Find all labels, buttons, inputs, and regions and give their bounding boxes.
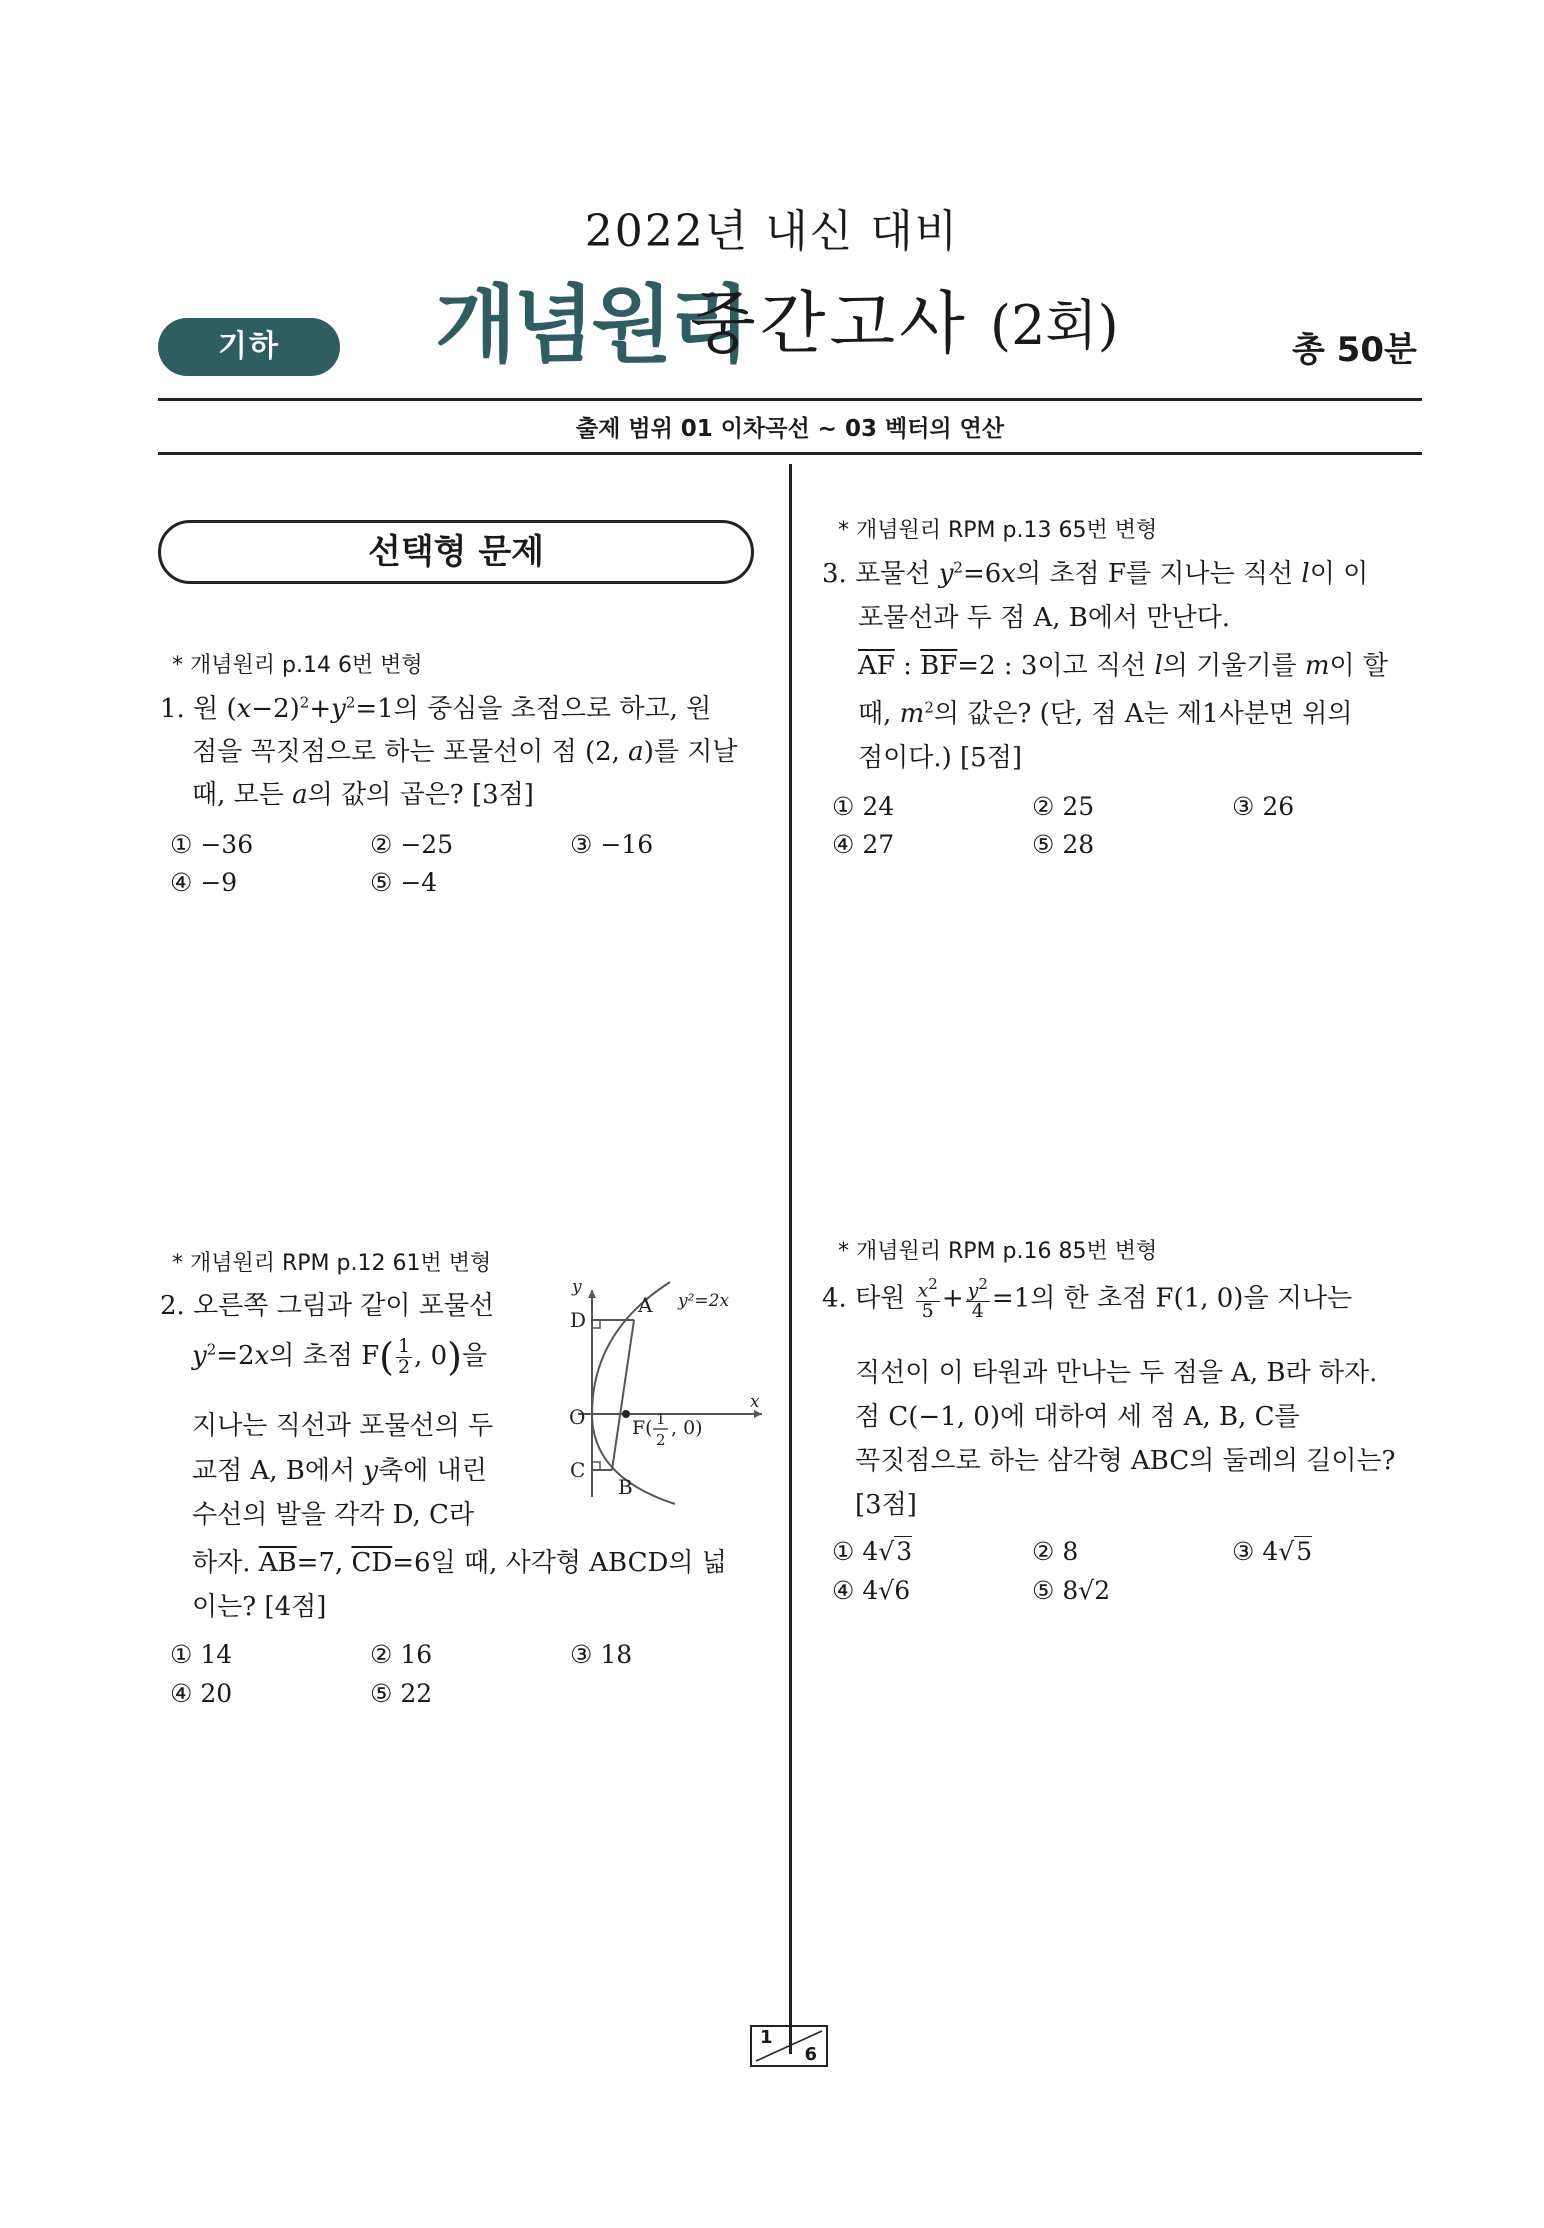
q3-source: * 개념원리 RPM p.13 65번 변형 — [838, 518, 1158, 543]
q4-line-5: [3점] — [855, 1490, 917, 1520]
label-focus-num: 1 — [656, 1410, 666, 1428]
parabola-upper — [592, 1282, 670, 1414]
right-angle-c — [592, 1462, 600, 1470]
label-c: C — [570, 1458, 586, 1482]
label-focus-den: 2 — [656, 1431, 666, 1449]
focus-point — [622, 1410, 630, 1418]
right-angle-d — [592, 1320, 600, 1328]
q3-line-5: 점이다.) [5점] — [858, 743, 1022, 773]
q4-choice-1[interactable]: ① 4√3 — [832, 1537, 913, 1566]
q2-line-5: 수선의 발을 각각 D, C라 — [192, 1500, 475, 1530]
parabola-figure — [540, 1272, 770, 1512]
label-curve: y²=2x — [678, 1291, 730, 1311]
label-y: y — [572, 1277, 582, 1297]
q3-line-3: $\overline{AF}$ : $\overline{BF}=2$ : 3이고 직선 l의 기울기를 m이 할 — [858, 651, 1389, 681]
brand-logo: 개념원리 — [435, 276, 748, 374]
label-d: D — [570, 1308, 587, 1332]
year-line: 2022년 내신 대비 — [584, 206, 960, 257]
q4-line-3: 점 C(−1, 0)에 대하여 세 점 A, B, C를 — [855, 1402, 1300, 1432]
q1-line-2: 점을 꼭짓점으로 하는 포물선이 점 (2, a)를 지날 — [192, 737, 738, 767]
column-divider — [789, 464, 792, 2054]
q4-choice-2[interactable]: ② 8 — [1032, 1537, 1079, 1566]
q2-line-2: $y^2=2x$의 초점 F( $\frac{1}{2}$ , 0)을 — [192, 1334, 488, 1379]
q1-choice-1[interactable]: ① −36 — [170, 830, 254, 859]
q4-line-4: 꼭짓점으로 하는 삼각형 ABC의 둘레의 길이는? — [855, 1446, 1396, 1476]
q1-choice-3[interactable]: ③ −16 — [570, 830, 654, 859]
q1-line-3: 때, 모든 a의 값의 곱은? [3점] — [192, 780, 534, 810]
q1-choice-4[interactable]: ④ −9 — [170, 868, 238, 897]
q3-line-2: 포물선과 두 점 A, B에서 만난다. — [858, 603, 1231, 633]
page-current: 1 — [760, 2027, 773, 2048]
q2-choice-4[interactable]: ④ 20 — [170, 1679, 233, 1708]
q1-choice-5[interactable]: ⑤ −4 — [370, 868, 438, 897]
section-title: 선택형 문제 — [158, 520, 754, 584]
q2-source: * 개념원리 RPM p.12 61번 변형 — [172, 1251, 492, 1276]
subject-badge: 기하 — [158, 318, 340, 376]
q2-choice-3[interactable]: ③ 18 — [570, 1640, 633, 1669]
q2-line-3: 지나는 직선과 포물선의 두 — [192, 1411, 494, 1441]
exam-title: 중간고사 — [690, 285, 969, 364]
q2-line-7: 이는? [4점] — [192, 1592, 327, 1622]
q2-line-6: 하자. $\overline{AB}=7$, $\overline{CD}=6$일 때, 사각형 ABCD의 넓 — [192, 1548, 727, 1578]
q4-source: * 개념원리 RPM p.16 85번 변형 — [838, 1239, 1158, 1264]
total-time: 총 50분 — [1292, 330, 1417, 370]
exam-range: 출제 범위 01 이차곡선 ~ 03 벡터의 연산 — [575, 416, 1005, 442]
label-b: B — [618, 1475, 633, 1499]
q4-choice-3[interactable]: ③ 4√5 — [1232, 1537, 1313, 1566]
label-focus-rest: , 0) — [671, 1417, 703, 1439]
header-bottom-rule — [158, 452, 1422, 455]
q3-choice-1[interactable]: ① 24 — [832, 792, 895, 821]
label-focus: F( — [632, 1417, 653, 1439]
q2-line-1: 2. 오른쪽 그림과 같이 포물선 — [160, 1291, 495, 1321]
exam-round: (2회) — [990, 294, 1119, 357]
chord-ab — [612, 1320, 634, 1470]
q3-choice-5[interactable]: ⑤ 28 — [1032, 830, 1095, 859]
page-number-box — [750, 2025, 828, 2067]
header-top-rule — [158, 398, 1422, 401]
q3-choice-2[interactable]: ② 25 — [1032, 792, 1095, 821]
q2-choice-2[interactable]: ② 16 — [370, 1640, 433, 1669]
q4-line-1: 4. 타원 $\frac{x^2}{5}$ + $\frac{y^2}{4}$ =1의 한 초점 F(1, 0)을 지나는 — [822, 1275, 1353, 1323]
label-x: x — [750, 1392, 760, 1412]
q2-choice-1[interactable]: ① 14 — [170, 1640, 233, 1669]
q1-choice-2[interactable]: ② −25 — [370, 830, 454, 859]
q3-line-1: 3. 포물선 $y^2=6x$의 초점 F를 지나는 직선 l이 이 — [822, 558, 1369, 589]
q2-choice-5[interactable]: ⑤ 22 — [370, 1679, 433, 1708]
q4-choice-5[interactable]: ⑤ 8√2 — [1032, 1576, 1111, 1605]
page-total: 6 — [804, 2044, 817, 2065]
q3-choice-3[interactable]: ③ 26 — [1232, 792, 1295, 821]
label-a: A — [638, 1293, 653, 1317]
q3-choice-4[interactable]: ④ 27 — [832, 830, 895, 859]
q1-source: * 개념원리 p.14 6번 변형 — [172, 653, 423, 678]
q4-line-2: 직선이 이 타원과 만나는 두 점을 A, B라 하자. — [855, 1358, 1378, 1388]
y-axis-arrow — [588, 1290, 596, 1298]
q3-line-4: 때, $m^2$의 값은? (단, 점 A는 제1사분면 위의 — [858, 698, 1353, 729]
q2-line-4: 교점 A, B에서 y축에 내린 — [192, 1456, 487, 1486]
label-origin: O — [569, 1405, 586, 1429]
q1-line-1: 1. 원 $(x-2)^2+y^2=1$의 중심을 초점으로 하고, 원 — [160, 693, 712, 724]
q4-choice-4[interactable]: ④ 4√6 — [832, 1576, 911, 1605]
